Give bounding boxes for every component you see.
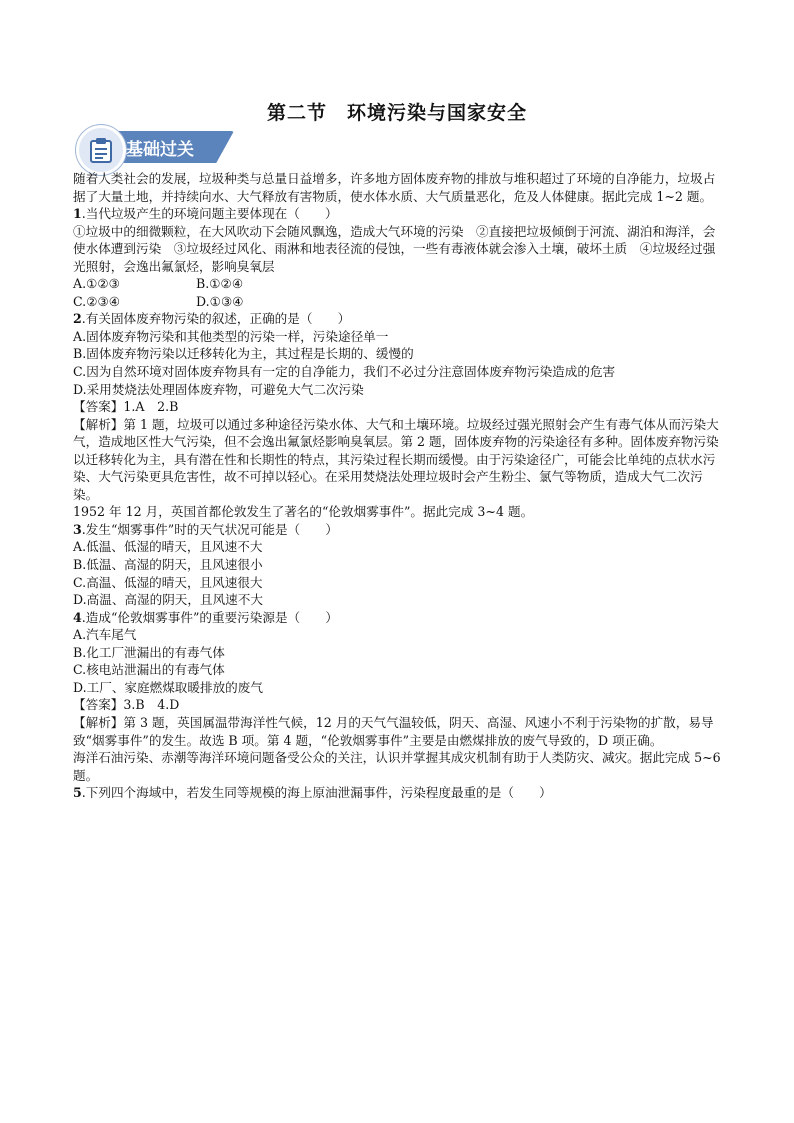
question-number: 3 <box>73 521 82 537</box>
question-number: 5 <box>73 785 82 801</box>
document-icon <box>76 125 126 175</box>
intro-paragraph-3: 海洋石油污染、赤潮等海洋环境问题备受公众的关注，认识并掌握其成灾机制有助于人类防灾、减灾。据此完成 5~6 题。 <box>73 750 725 783</box>
page-title: 第二节 环境污染与国家安全 <box>266 102 527 124</box>
question-2 <box>73 310 721 328</box>
options-row <box>73 275 721 293</box>
option-c: C.②③④ <box>73 293 121 309</box>
question-stem: .当代垃圾产生的环境问题主要体现在（ ） <box>81 206 338 222</box>
question-number: 1 <box>73 206 82 222</box>
section-label: 基础过关 <box>126 140 194 160</box>
option-a: A.低温、低湿的晴天，且风速不大 <box>73 539 263 555</box>
question-number: 4 <box>73 609 82 625</box>
option-c: C.因为自然环境对固体废弃物具有一定的自净能力，我们不必过分注意固体废弃物污染造成的危害 <box>73 364 616 380</box>
section-header <box>76 123 236 169</box>
option-b: B.化工厂泄漏出的有毒气体 <box>73 644 225 660</box>
answer-1: 【答案】1.A 2.B <box>73 399 179 415</box>
option-c: C.高温、低湿的晴天，且风速很大 <box>73 574 263 590</box>
question-stem: .发生“烟雾事件”时的天气状况可能是（ ） <box>81 521 338 537</box>
option-d: D.工厂、家庭燃煤取暖排放的废气 <box>73 679 263 695</box>
analysis-1: 【解析】第 1 题，垃圾可以通过多种途径污染水体、大气和土壤环境。垃圾经过强光照射会产生有毒气体从而污染大气，造成地区性大气污染，但不会逸出氟氯烃影响臭氧层。第 2 题，固体废弃物的污染途径有多种。固体废弃物污染以迁移转化为主，具有潜在性和长期性的特点，其污染过程长期而缓慢。由于污染途径广，可能会比单纯的点状水污染、大气污染更具危害性，故不可掉以轻心。在采用焚烧法处理垃圾时会产生粉尘、氯气等物质，造成大气二次污染。 <box>73 416 719 502</box>
question-number: 2 <box>73 311 82 327</box>
option-d: D.①③④ <box>196 293 244 309</box>
answer-2: 【答案】3.B 4.D <box>73 697 180 713</box>
question-5 <box>73 784 721 802</box>
question-stem: .有关固体废弃物污染的叙述，正确的是（ ） <box>81 311 351 327</box>
option-a: A.固体废弃物污染和其他类型的污染一样，污染途径单一 <box>73 328 389 344</box>
option-d: D.采用焚烧法处理固体废弃物，可避免大气二次污染 <box>73 381 364 397</box>
intro-paragraph-2: 1952 年 12 月，英国首都伦敦发生了著名的“伦敦烟雾事件”。据此完成 3~4 题。 <box>73 504 534 520</box>
option-a: A.①②③ <box>73 276 120 292</box>
option-a: A.汽车尾气 <box>73 627 137 643</box>
question-1 <box>73 205 721 223</box>
analysis-2: 【解析】第 3 题，英国属温带海洋性气候，12 月的天气气温较低，阴天、高湿、风速小不利于污染物的扩散，易导致“烟雾事件”的发生。故选 B 项。第 4 题，“伦敦烟雾事件”主要是由燃煤排放的废气导致的，D 项正确。 <box>73 714 714 748</box>
intro-paragraph-1: 随着人类社会的发展，垃圾种类与总量日益增多，许多地方固体废弃物的排放与堆积超过了环境的自净能力，垃圾占据了大量土地，并持续向水、大气释放有害物质，使水体水质、大气质量恶化，危及人体健康。据此完成 1~2 题。 <box>73 171 716 204</box>
option-b: B.低温、高湿的阴天，且风速很小 <box>73 557 263 573</box>
document-body <box>73 170 725 802</box>
options-row <box>73 293 721 311</box>
question-stem: .下列四个海域中，若发生同等规模的海上原油泄漏事件，污染程度最重的是（ ） <box>81 785 552 801</box>
option-d: D.高温、高湿的阴天，且风速不大 <box>73 592 263 608</box>
question-1-statements: ①垃圾中的细微颗粒，在大风吹动下会随风飘逸，造成大气环境的污染 ②直接把垃圾倾倒于河流、湖泊和海洋，会使水体遭到污染 ③垃圾经过风化、雨淋和地表径流的侵蚀，一些有毒液体就会渗入土壤，破坏土质 ④垃圾经过强光照射，会逸出氟氯烃，影响臭氧层 <box>73 223 716 274</box>
option-c: C.核电站泄漏出的有毒气体 <box>73 662 225 678</box>
question-3 <box>73 521 721 539</box>
option-b: B.固体废弃物污染以迁移转化为主，其过程是长期的、缓慢的 <box>73 346 414 362</box>
question-stem: .造成“伦敦烟雾事件”的重要污染源是（ ） <box>81 609 338 625</box>
question-4 <box>73 609 721 627</box>
option-b: B.①②④ <box>196 276 244 292</box>
